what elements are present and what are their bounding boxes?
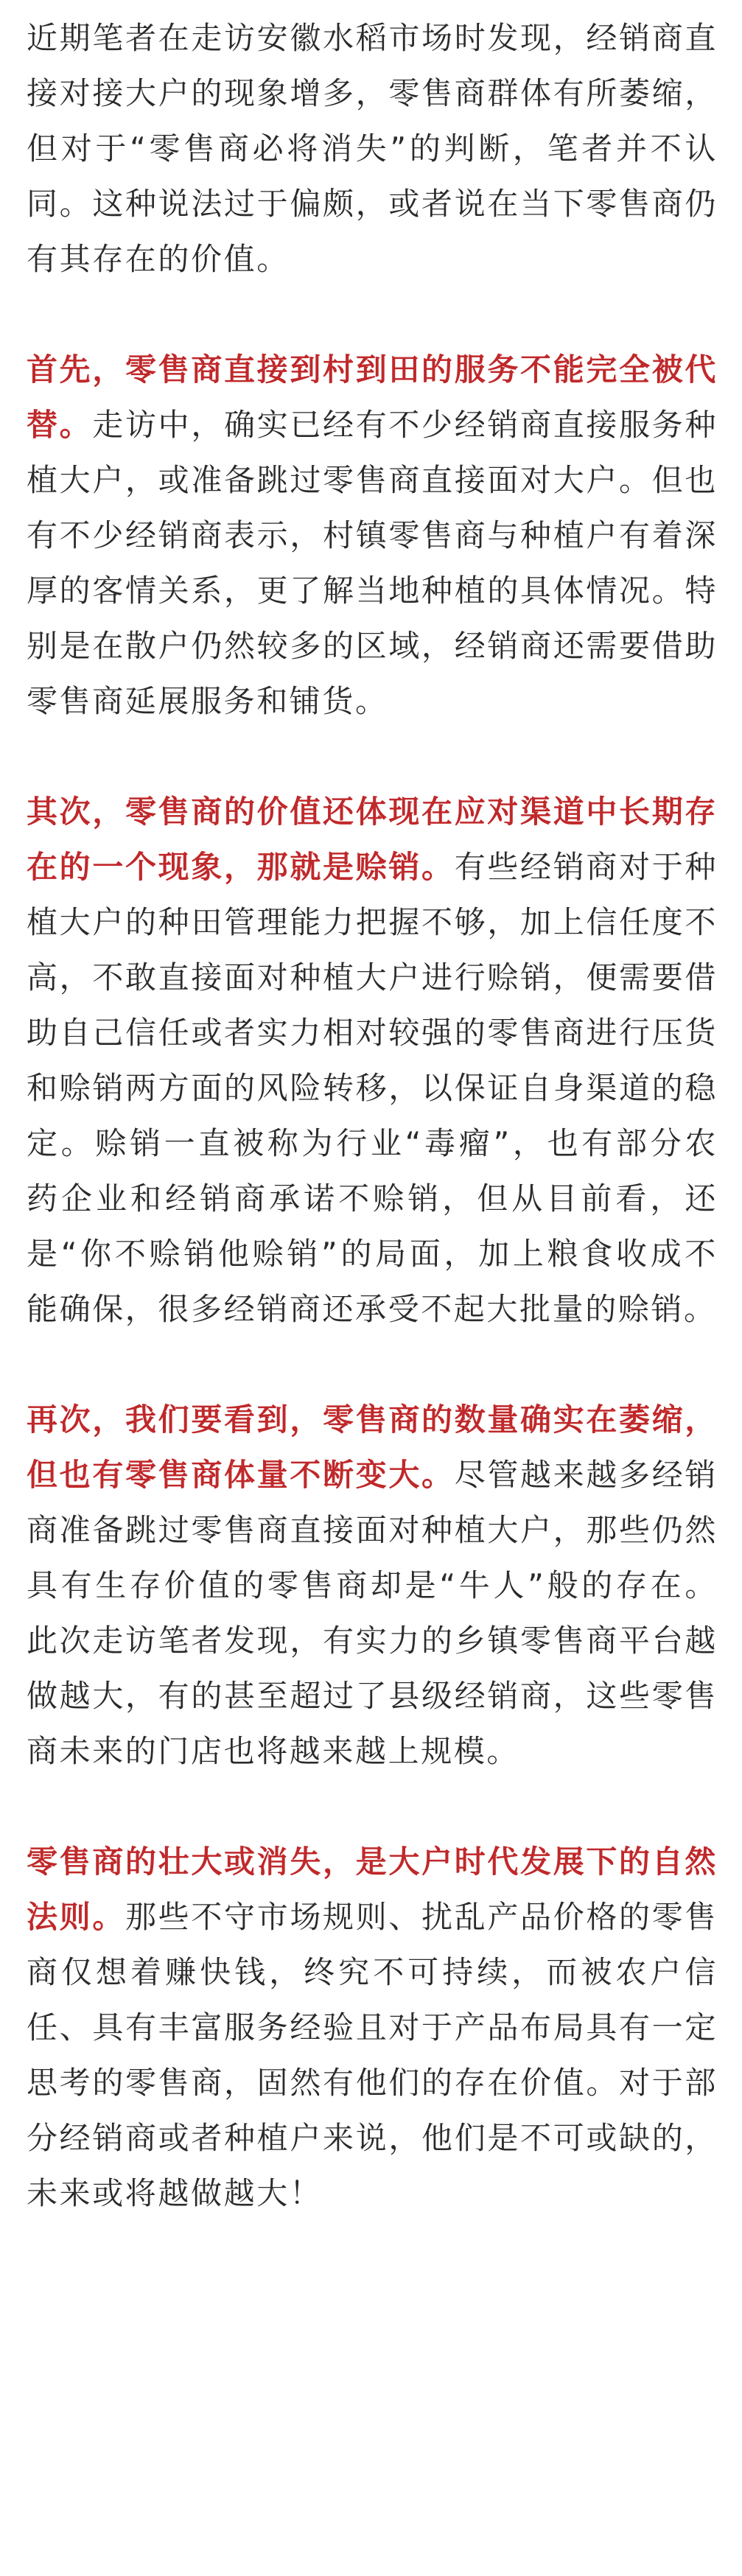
paragraph-first-point — [27, 342, 718, 729]
paragraph-text: 近期笔者在走访安徽水稻市场时发现，经销商直接对接大户的现象增多，零售商群体有所萎缩，但对于“零售商必将消失”的判断，笔者并不认同。这种说法过于偏颇，或者说在当下零售商仍有其存在的价值。 — [27, 20, 718, 277]
paragraph-text: 有些经销商对于种植大户的种田管理能力把握不够，加上信任度不高，不敢直接面对种植大户进行赊销，便需要借助自己信任或者实力相对较强的零售商进行压货和赊销两方面的风险转移，以保证自身渠道的稳定。赊销一直被称为行业“毒瘤”，也有部分农药企业和经销商承诺不赊销，但从目前看，还是“你不赊销他赊销”的局面，加上粮食收成不能确保，很多经销商还承受不起大批量的赊销。 — [27, 849, 718, 1327]
paragraph-intro — [27, 10, 718, 287]
paragraph-text: 尽管越来越多经销商准备跳过零售商直接面对种植大户，那些仍然具有生存价值的零售商却是“牛人”般的存在。此次走访笔者发现，有实力的乡镇零售商平台越做越大，有的甚至超过了县级经销商，这些零售商未来的门店也将越来越上规模。 — [27, 1457, 718, 1769]
paragraph-lead: 再次，我们要看到，零售商的数量确实在萎缩，但也有零售商体量不断变大。 — [27, 1401, 718, 1493]
paragraph-text: 走访中，确实已经有不少经销商直接服务种植大户，或准备跳过零售商直接面对大户。但也有不少经销商表示，村镇零售商与种植户有着深厚的客情关系，更了解当地种植的具体情况。特别是在散户仍然较多的区域，经销商还需要借助零售商延展服务和铺货。 — [27, 407, 718, 719]
paragraph-lead: 零售商的壮大或消失，是大户时代发展下的自然法则。 — [27, 1844, 718, 1935]
paragraph-conclusion — [27, 1834, 718, 2221]
paragraph-text: 那些不守市场规则、扰乱产品价格的零售商仅想着赚快钱，终究不可持续，而被农户信任、具有丰富服务经验且对于产品布局具有一定思考的零售商，固然有他们的存在价值。对于部分经销商或者种植户来说，他们是不可或缺的，未来或将越做越大！ — [27, 1899, 718, 2211]
paragraph-lead: 其次，零售商的价值还体现在应对渠道中长期存在的一个现象，那就是赊销。 — [27, 794, 718, 885]
paragraph-lead: 首先，零售商直接到村到田的服务不能完全被代替。 — [27, 351, 718, 443]
article-body — [27, 10, 718, 2221]
paragraph-third-point — [27, 1392, 718, 1779]
paragraph-second-point — [27, 784, 718, 1337]
